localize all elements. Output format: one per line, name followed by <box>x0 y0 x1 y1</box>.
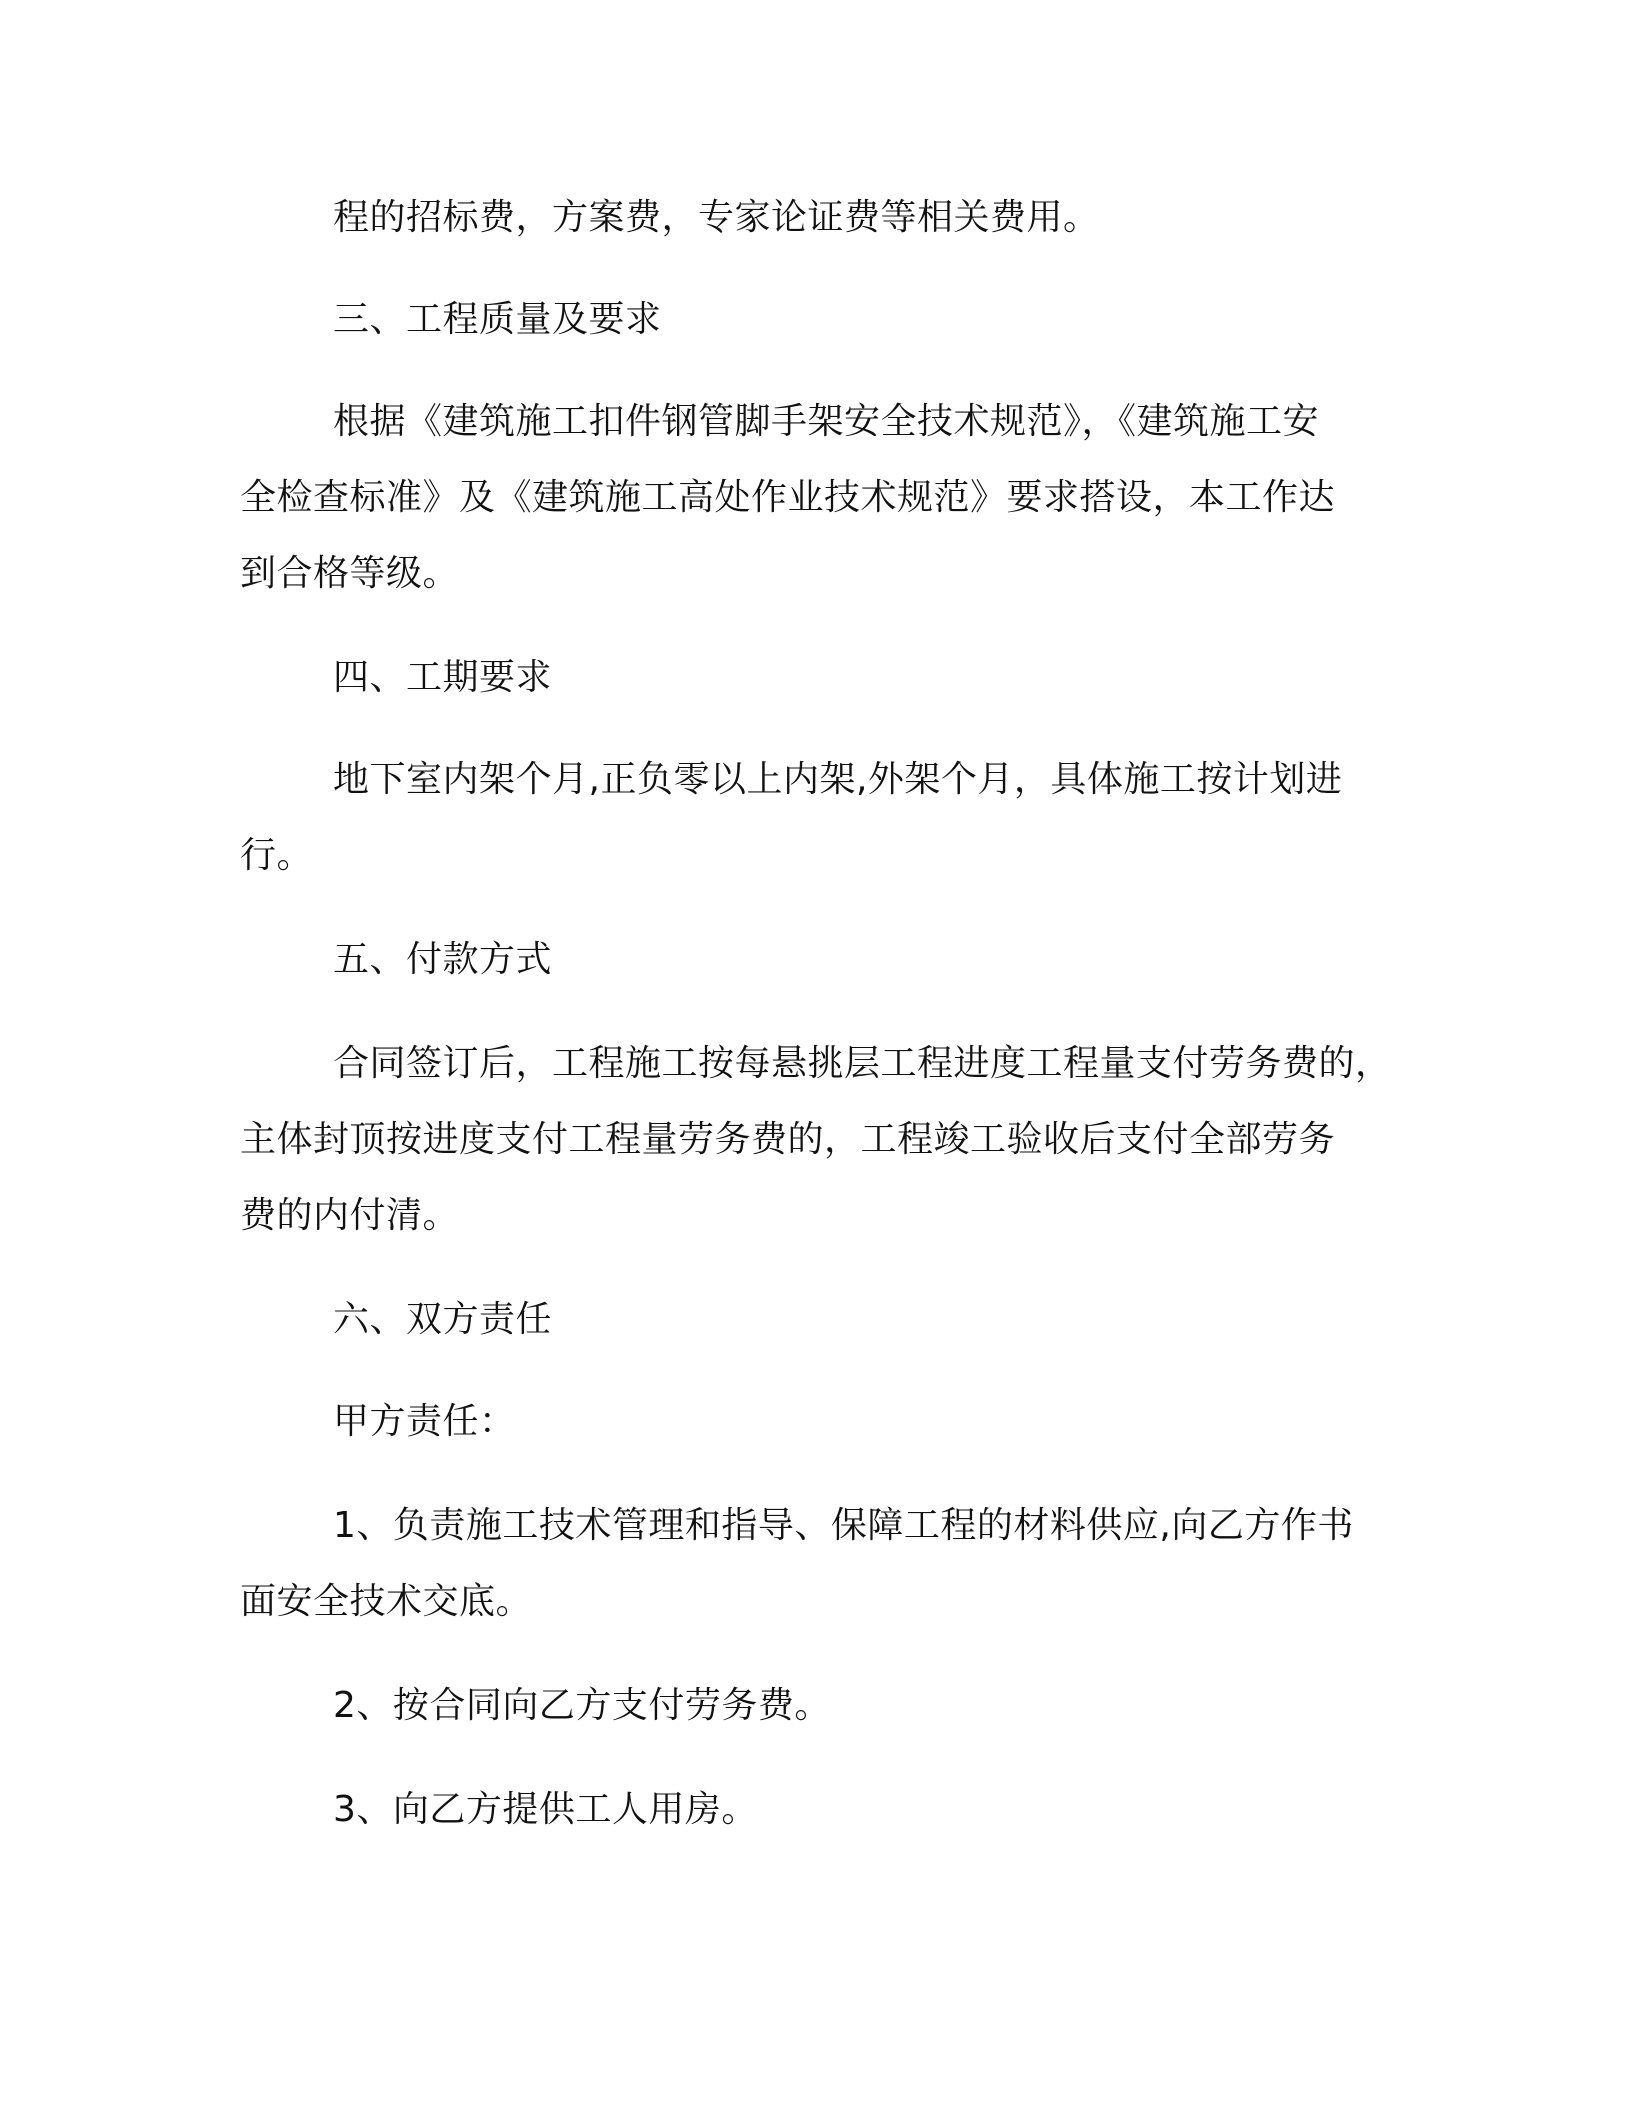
section-heading-schedule: 四、工期要求 <box>333 657 553 698</box>
paragraph-continuation: 程的招标费，方案费，专家论证费等相关费用。 <box>333 197 1100 238</box>
section-heading-responsibilities: 六、双方责任 <box>333 1299 553 1340</box>
paragraph-quality-line1: 根据《建筑施工扣件钢管脚手架安全技术规范》，《建筑施工安 <box>333 401 1320 442</box>
paragraph-schedule-line1: 地下室内架个月,正负零以上内架,外架个月，具体施工按计划进 <box>333 759 1343 800</box>
paragraph-payment-line3: 费的内付清。 <box>240 1195 460 1236</box>
section-heading-payment: 五、付款方式 <box>333 939 553 980</box>
paragraph-quality-line3: 到合格等级。 <box>240 553 460 594</box>
paragraph-schedule-line2: 行。 <box>240 835 314 876</box>
list-item-1-line2: 面安全技术交底。 <box>240 1581 533 1622</box>
paragraph-payment-line2: 主体封顶按进度支付工程量劳务费的，工程竣工验收后支付全部劳务 <box>240 1119 1336 1160</box>
section-heading-quality: 三、工程质量及要求 <box>333 299 662 340</box>
list-item-1-line1: 1、负责施工技术管理和指导、保障工程的材料供应,向乙方作书 <box>333 1505 1354 1546</box>
paragraph-quality-line2: 全检查标准》及《建筑施工高处作业技术规范》要求搭设，本工作达 <box>240 477 1336 518</box>
party-a-heading: 甲方责任： <box>333 1401 516 1442</box>
list-item-3: 3、向乙方提供工人用房。 <box>333 1789 758 1830</box>
list-item-2: 2、按合同向乙方支付劳务费。 <box>333 1685 831 1726</box>
paragraph-payment-line1: 合同签订后，工程施工按每悬挑层工程进度工程量支付劳务费的， <box>333 1043 1392 1084</box>
